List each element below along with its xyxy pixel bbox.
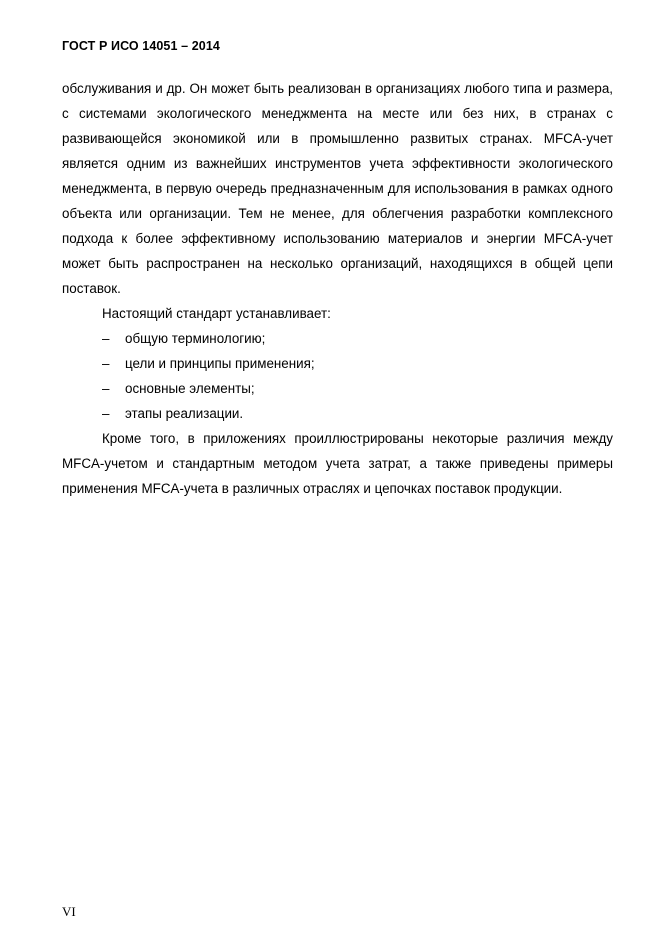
paragraph-annexes: Кроме того, в приложениях проиллюстрированы некоторые различия между MFCA-учетом и стандартным методом учета затрат, а также приведены примеры применения MFCA-учета в различных отраслях и цепочках поставок продукции. (62, 431, 613, 496)
list-dash: – (102, 406, 110, 421)
list-item-text: цели и принципы применения; (125, 356, 315, 371)
list-dash: – (102, 331, 110, 346)
list-dash: – (102, 356, 110, 371)
list-item (62, 401, 613, 426)
list-item (62, 351, 613, 376)
document-header: ГОСТ Р ИСО 14051 – 2014 (62, 39, 220, 53)
document-body (62, 76, 613, 501)
paragraph-continuation: обслуживания и др. Он может быть реализован в организациях любого типа и размера, с системами экологического менеджмента на месте или без них, в странах с развивающейся экономикой или в промышленно развитых странах. MFCA-учет является одним из важнейших инструментов учета эффективности экологического менеджмента, в первую очередь предназначенным для использования в рамках одного объекта или организации. Тем не менее, для облегчения разработки комплексного подхода к более эффективному использованию материалов и энергии MFCA-учет может быть распространен на несколько организаций, находящихся в общей цепи поставок. (62, 81, 613, 296)
scope-list (62, 326, 613, 426)
list-dash: – (102, 381, 110, 396)
list-item (62, 376, 613, 401)
page-number: VI (62, 904, 76, 919)
list-item-text: общую терминологию; (125, 331, 266, 346)
paragraph-scope-intro: Настоящий стандарт устанавливает: (102, 306, 331, 321)
list-item (62, 326, 613, 351)
list-item-text: основные элементы; (125, 381, 255, 396)
list-item-text: этапы реализации. (125, 406, 244, 421)
